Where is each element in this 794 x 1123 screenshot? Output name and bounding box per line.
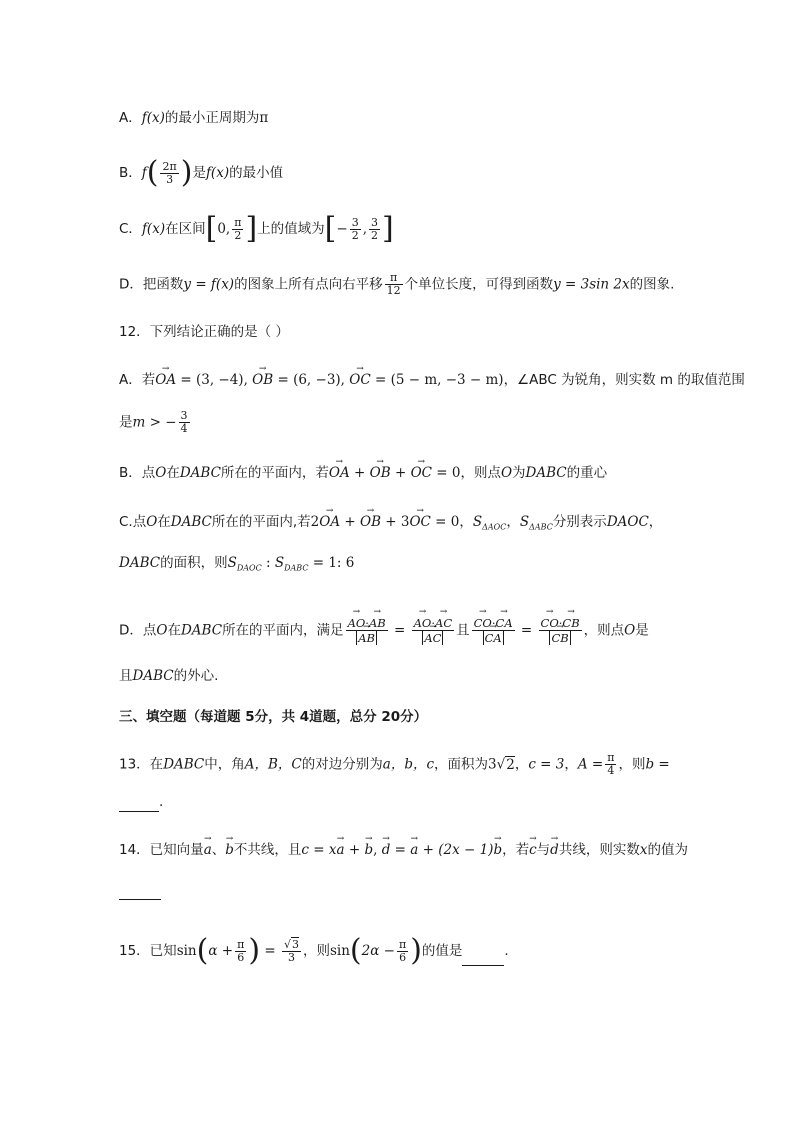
text: ， [514, 756, 529, 773]
text: ，若 [502, 842, 530, 858]
text: ， [648, 514, 663, 530]
text: 所在的平面内，满足 [222, 622, 344, 639]
math-expr: A，B，C [244, 756, 302, 773]
vector-ao: → AO [414, 616, 432, 630]
fraction [160, 161, 178, 186]
text: 的图象上所有点向右平移 [234, 276, 383, 293]
plus: + [344, 842, 365, 858]
math-expr: = 0 [430, 514, 460, 530]
dot: · [365, 616, 369, 630]
text: 是 [119, 414, 133, 431]
text: 为 [512, 465, 526, 481]
answer-blank[interactable] [119, 811, 159, 812]
q11-option-a [119, 108, 268, 128]
text: 的重心 [566, 465, 608, 481]
math-expr: = 0 [431, 465, 461, 481]
q11-option-c [119, 211, 394, 246]
fraction [539, 616, 582, 645]
vector-ca: → CA [496, 616, 513, 630]
dot: · [491, 616, 496, 630]
math-sin: sin [176, 943, 197, 959]
left-paren: ( [196, 933, 209, 968]
q14-cont [119, 880, 161, 900]
subscript: DABC [284, 563, 309, 573]
left-paren: ( [349, 933, 362, 968]
q14 [119, 840, 688, 860]
math-o: O [500, 465, 513, 481]
option-label: A． [119, 110, 142, 126]
math-o: O [146, 514, 158, 530]
right-bracket: ] [245, 211, 258, 246]
equals: = [390, 842, 411, 858]
denominator [539, 631, 582, 645]
q12-option-d-cont [119, 666, 218, 686]
vector-oc: → OC [349, 370, 370, 390]
fraction [179, 410, 190, 435]
plus: + [340, 514, 360, 530]
math-triangle: DABC [180, 622, 223, 639]
fraction [605, 752, 616, 777]
coefficient: 2 [310, 514, 320, 530]
text: 的图象. [629, 276, 675, 293]
left-paren: ( [146, 155, 159, 190]
fraction [385, 272, 403, 297]
numerator: 3 [370, 215, 378, 229]
q12-stem [119, 322, 289, 342]
comma: , [373, 842, 382, 858]
plus: + [390, 465, 411, 481]
math-expr: = (3, −4), [176, 372, 253, 388]
text: ， [564, 756, 578, 773]
text: 所在的平面内，若 [220, 465, 329, 481]
question-label: 13．在 [119, 756, 164, 773]
text: 与 [536, 842, 551, 858]
q12-option-b [119, 463, 607, 483]
fraction [282, 939, 301, 964]
text: 个单位长度，可得到函数 [404, 276, 554, 293]
option-label: C.点 [119, 514, 147, 530]
vector-co: → CO [541, 616, 559, 630]
right-paren: ) [410, 933, 422, 968]
math-f: f [141, 165, 147, 181]
vector-a: → a [204, 840, 212, 860]
math-fx: f(x) [141, 110, 165, 126]
plus: + [349, 465, 370, 481]
section-title: 三、填空题（每道题 5分，共 4道题，总分 20分） [119, 709, 428, 725]
text: 的外心. [173, 668, 219, 684]
left-bracket: [ [205, 211, 218, 246]
vector-ab: → AB [369, 616, 386, 630]
math-s: S [472, 514, 483, 530]
text: 的最小值 [229, 165, 284, 181]
vector-co: → CO [474, 616, 492, 630]
text: ，面积为 [434, 756, 489, 773]
q12-option-a-cont [119, 410, 192, 435]
vector-ob: → OB [360, 512, 381, 532]
vector-cb: → CB [562, 616, 579, 630]
vector-a: → a [336, 840, 344, 860]
vector-oa: → OA [319, 512, 340, 532]
fraction [350, 217, 361, 242]
q12-option-d [119, 616, 649, 645]
sqrt-sign: √ [496, 756, 506, 773]
right-paren: ) [248, 933, 261, 968]
vector-b: → b [364, 840, 373, 860]
math-triangle: DABC [132, 668, 174, 684]
math-o: O [155, 465, 167, 481]
plus: + 3 [381, 514, 410, 530]
numerator: 3 [351, 215, 359, 229]
text: 且 [456, 622, 470, 639]
math-triangle: DABC [525, 465, 567, 481]
option-label: C． [119, 221, 142, 237]
vector-oc: → OC [409, 512, 430, 532]
text: 的对边分别为 [301, 756, 383, 773]
math-expr: 2α − [361, 943, 395, 959]
sqrt-body: 3 [291, 937, 299, 951]
math-s: S [519, 514, 530, 530]
denominator [472, 631, 515, 645]
question-label: 15．已知 [119, 943, 177, 959]
numerator: 2π [162, 159, 177, 173]
math-number: 3 [488, 756, 497, 773]
q15 [119, 933, 509, 968]
math-triangle: DABC [179, 465, 221, 481]
vector-c: → c [529, 840, 537, 860]
text: 在 [167, 622, 181, 639]
vector-d: → d [550, 840, 559, 860]
vector-ac: → AC [424, 631, 441, 645]
text: 是 [635, 622, 649, 639]
question-stem: 12．下列结论正确的是（ ） [119, 324, 289, 340]
math-s: S [274, 555, 285, 571]
q11-option-b [119, 155, 284, 190]
math-pi: π [259, 110, 269, 126]
fraction [412, 616, 455, 645]
math-triangle: DABC [119, 555, 161, 571]
section-heading [119, 707, 427, 727]
text: 在 [157, 514, 171, 530]
numerator: π [398, 937, 407, 951]
math-o: O [156, 622, 168, 639]
math-zero: 0 [217, 221, 226, 237]
right-paren: ) [180, 155, 193, 190]
math-expr: A = [577, 756, 604, 773]
math-expr: = (6, −3), [273, 372, 350, 388]
option-label: D． [119, 276, 143, 293]
denominator: 3 [166, 172, 174, 186]
vector-cb: → CB [551, 631, 568, 645]
dot: · [558, 616, 563, 630]
q12-option-c-cont [119, 553, 354, 579]
text: 的最小正周期为 [164, 110, 260, 126]
math-expr: m > − [132, 414, 177, 431]
math-s: S [227, 555, 237, 571]
dot: · [431, 616, 436, 630]
subscript: DAOC [236, 563, 262, 573]
text: 、 [211, 842, 226, 858]
colon: : [261, 555, 275, 571]
math-expr: b = [645, 756, 670, 773]
vector-ob: → OB [252, 370, 273, 390]
math-expr: + (2x − 1) [418, 842, 494, 858]
math-expr: c = 3 [528, 756, 565, 773]
fraction [369, 217, 380, 242]
denominator: 12 [386, 284, 401, 297]
math-o: O [624, 622, 636, 639]
text: 不共线，且 [233, 842, 302, 858]
text: ，则 [302, 943, 330, 959]
numerator: π [607, 751, 615, 764]
subscript: ΔABC [529, 522, 553, 532]
math-expr: y = f(x) [183, 276, 235, 293]
text: ，则点 [583, 622, 625, 639]
text: . [159, 794, 164, 810]
vector-oa: → OA [329, 463, 350, 483]
text: ， [459, 514, 473, 530]
text: 所在的平面内,若 [211, 514, 311, 530]
text: 是 [192, 165, 206, 181]
option-label: B． [119, 165, 142, 181]
comma: , [225, 221, 231, 237]
q12-option-a [119, 370, 745, 390]
option-label: A．若 [119, 372, 156, 388]
numerator: π [237, 937, 245, 951]
option-label: B．点 [119, 465, 156, 481]
denominator: 2 [234, 228, 242, 242]
answer-blank[interactable] [462, 965, 504, 966]
math-expr: a，b，c [382, 756, 435, 773]
numerator: 3 [180, 409, 188, 422]
sqrt-body: 2 [506, 756, 515, 773]
math-expr: α + [208, 943, 234, 959]
left-bracket: [ [324, 211, 337, 246]
math-expr: y = 3sin 2x [553, 276, 630, 293]
minus: − [336, 221, 348, 237]
math-sin: sin [329, 943, 350, 959]
subscript: ΔAOC [482, 522, 507, 532]
numerator: π [234, 215, 242, 229]
fraction [235, 939, 246, 964]
denominator: 6 [237, 950, 245, 964]
math-expr: c = x [301, 842, 337, 858]
fraction [346, 616, 388, 645]
text: 上的值域为 [257, 221, 325, 237]
text: ，则点 [460, 465, 501, 481]
denominator: 4 [607, 764, 615, 777]
math-triangle: DAOC [606, 514, 649, 530]
math-expr: = 1: 6 [308, 555, 355, 571]
q12-option-c [119, 512, 662, 538]
equals: = [389, 622, 410, 639]
comma: , [362, 221, 367, 237]
vector-ob: → OB [370, 463, 391, 483]
text: . [504, 943, 509, 959]
vector-oc: → OC [411, 463, 432, 483]
q11-option-d [119, 272, 674, 297]
denominator: 4 [180, 422, 188, 435]
text: 的面积，则 [160, 555, 228, 571]
q13-cont [119, 792, 163, 812]
text: 中，角 [204, 756, 245, 773]
text: 在区间 [165, 221, 206, 237]
text: 且 [119, 668, 133, 684]
text: 的值是 [421, 943, 463, 959]
equals: = [516, 622, 537, 639]
numerator: √3 [283, 937, 299, 951]
q13 [119, 752, 670, 777]
text: ，∠ABC 为锐角，则实数 m 的取值范围 [503, 372, 745, 388]
vector-b: → b [493, 840, 502, 860]
fraction [472, 616, 515, 645]
denominator: 2 [370, 228, 378, 242]
answer-blank[interactable] [119, 899, 161, 900]
text: ，则 [618, 756, 646, 773]
numerator: π [385, 272, 403, 285]
denominator: 6 [399, 950, 407, 964]
denominator: 2 [351, 228, 359, 242]
vector-d: → d [382, 840, 391, 860]
question-label: 14．已知向量 [119, 842, 204, 858]
denominator [412, 631, 455, 645]
right-bracket: ] [381, 211, 394, 246]
denominator [346, 631, 388, 645]
math-triangle: DABC [163, 756, 205, 773]
math-expr: = (5 − m, −3 − m) [370, 372, 504, 388]
option-label: D．点 [119, 622, 157, 639]
text: 把函数 [142, 276, 184, 293]
vector-a: → a [410, 840, 418, 860]
math-fx: f(x) [205, 165, 230, 181]
math-fx: f(x) [141, 221, 166, 237]
math-x: x [639, 842, 648, 858]
vector-ab: → AB [358, 631, 375, 645]
vector-ac: → AC [435, 616, 452, 630]
text: 的值为 [647, 842, 688, 858]
text: ， [506, 514, 520, 530]
text: 在 [166, 465, 180, 481]
fraction [397, 939, 408, 964]
equals: = [260, 943, 280, 959]
text: 分别表示 [552, 514, 607, 530]
math-triangle: DABC [170, 514, 212, 530]
text: 共线，则实数 [558, 842, 640, 858]
fraction [232, 217, 243, 242]
vector-b: → b [225, 840, 234, 860]
denominator: 3 [287, 950, 295, 964]
vector-oa: → OA [155, 370, 176, 390]
vector-ca: → CA [485, 631, 502, 645]
vector-ao: → AO [348, 616, 366, 630]
